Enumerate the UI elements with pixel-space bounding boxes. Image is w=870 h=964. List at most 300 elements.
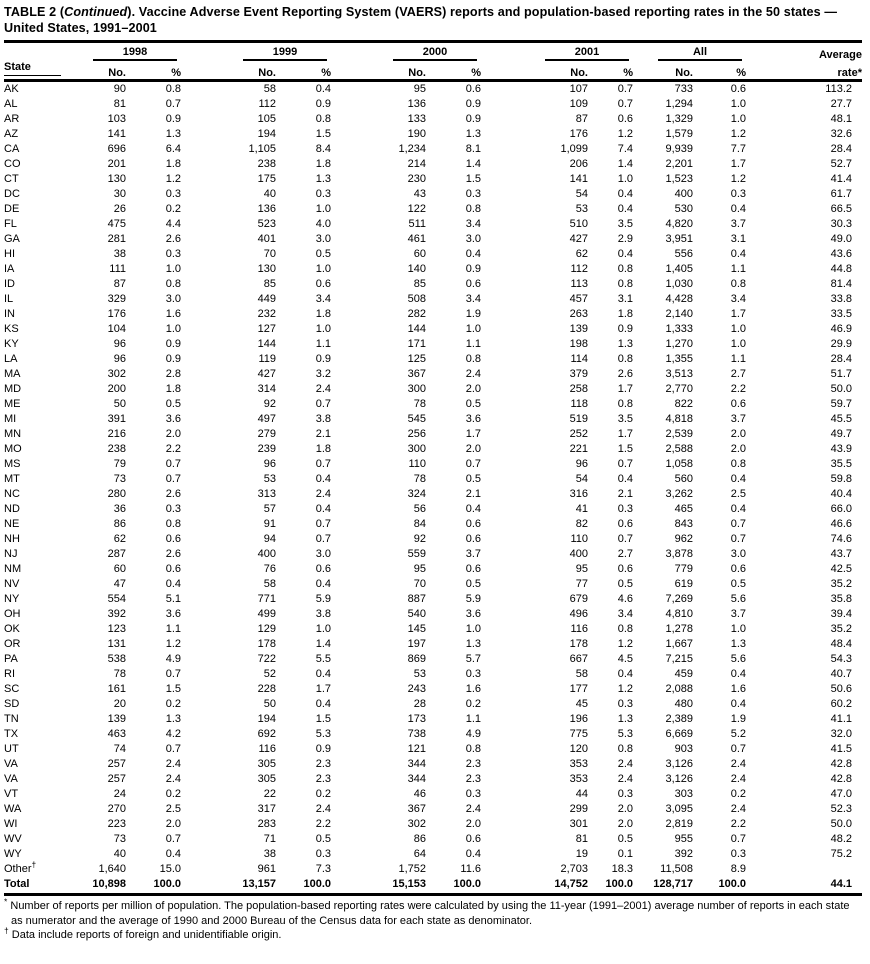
no-cell: 171 <box>407 338 426 350</box>
no-cell: 36 <box>113 503 126 515</box>
no-cell: 1,058 <box>665 458 693 470</box>
no-cell: 141 <box>569 173 588 185</box>
state-cell: HI <box>4 248 15 260</box>
pct-cell: 1.8 <box>617 308 633 320</box>
pct-cell: 0.4 <box>730 698 746 710</box>
no-cell: 194 <box>257 128 276 140</box>
pct-cell: 0.7 <box>617 83 633 95</box>
footnote-other-text: Data include reports of foreign and unidentifiable origin. <box>8 929 282 941</box>
pct-cell: 1.6 <box>465 683 481 695</box>
no-cell: 4,818 <box>665 413 693 425</box>
pct-cell: 4.6 <box>617 593 633 605</box>
pct-cell: 0.4 <box>617 473 633 485</box>
pct-cell: 0.6 <box>730 398 746 410</box>
pct-cell: 100.0 <box>153 878 181 890</box>
no-cell: 400 <box>257 548 276 560</box>
no-cell: 302 <box>107 368 126 380</box>
pct-cell: 0.6 <box>617 563 633 575</box>
pct-cell: 3.0 <box>465 233 481 245</box>
no-cell: 139 <box>107 713 126 725</box>
no-cell: 457 <box>569 293 588 305</box>
pct-cell: 3.7 <box>730 608 746 620</box>
no-cell: 230 <box>407 173 426 185</box>
no-cell: 58 <box>575 668 588 680</box>
no-cell: 4,820 <box>665 218 693 230</box>
pct-cell: 1.2 <box>617 683 633 695</box>
no-cell: 771 <box>257 593 276 605</box>
pct-cell: 0.1 <box>617 848 633 860</box>
no-cell: 887 <box>407 593 426 605</box>
pct-cell: 0.9 <box>315 353 331 365</box>
pct-cell: 1.0 <box>617 173 633 185</box>
year-header-spacer <box>4 44 64 61</box>
table-row <box>4 337 862 352</box>
pct-cell: 2.4 <box>617 773 633 785</box>
state-cell: NV <box>4 578 20 590</box>
no-cell: 256 <box>407 428 426 440</box>
pct-cell: 1.2 <box>730 128 746 140</box>
pct-cell: 1.7 <box>730 308 746 320</box>
no-cell: 961 <box>257 863 276 875</box>
no-cell: 131 <box>107 638 126 650</box>
no-cell: 84 <box>413 518 426 530</box>
pct-cell: 0.8 <box>730 458 746 470</box>
no-cell: 70 <box>263 248 276 260</box>
pct-cell: 7.3 <box>315 863 331 875</box>
table-row <box>4 532 862 547</box>
pct-cell: 3.7 <box>730 413 746 425</box>
no-cell: 73 <box>113 473 126 485</box>
no-cell: 499 <box>257 608 276 620</box>
no-cell: 344 <box>407 758 426 770</box>
state-cell: DC <box>4 188 20 200</box>
no-cell: 401 <box>257 233 276 245</box>
state-cell: AL <box>4 98 18 110</box>
pct-cell: 2.2 <box>730 383 746 395</box>
pct-cell: 2.4 <box>730 758 746 770</box>
pct-cell: 2.4 <box>315 488 331 500</box>
no-cell: 90 <box>113 83 126 95</box>
pct-cell: 2.8 <box>165 368 181 380</box>
no-cell: 43 <box>413 188 426 200</box>
pct-cell: 0.5 <box>465 473 481 485</box>
state-cell: VT <box>4 788 19 800</box>
pct-cell: 3.6 <box>165 413 181 425</box>
no-cell: 40 <box>263 188 276 200</box>
table-title-rest: ). Vaccine Adverse Event Reporting System (VAERS) reports and population-based reporting rates in the 50 states — United States, 1991–2001 <box>4 5 838 35</box>
no-cell: 427 <box>257 368 276 380</box>
no-cell: 869 <box>407 653 426 665</box>
no-cell: 22 <box>263 788 276 800</box>
no-cell: 58 <box>263 578 276 590</box>
pct-cell: 1.3 <box>730 638 746 650</box>
table-row <box>4 847 862 862</box>
pct-cell: 5.5 <box>315 653 331 665</box>
pct-cell: 2.0 <box>165 818 181 830</box>
pct-cell: 18.3 <box>611 863 633 875</box>
pct-cell: 5.2 <box>730 728 746 740</box>
no-cell: 392 <box>674 848 693 860</box>
state-cell: OK <box>4 623 20 635</box>
pct-cell: 1.3 <box>165 128 181 140</box>
pct-cell: 1.2 <box>165 173 181 185</box>
no-cell: 3,878 <box>665 548 693 560</box>
rate-cell: 66.0 <box>830 503 852 515</box>
pct-cell: 0.5 <box>465 398 481 410</box>
no-cell: 139 <box>569 323 588 335</box>
pct-cell: 2.6 <box>165 548 181 560</box>
pct-cell: 1.0 <box>730 98 746 110</box>
pct-cell: 3.6 <box>165 608 181 620</box>
pct-cell: 1.9 <box>465 308 481 320</box>
no-column-header-1998: No. <box>64 61 126 81</box>
pct-cell: 1.0 <box>465 623 481 635</box>
no-cell: 53 <box>263 473 276 485</box>
table-row <box>4 292 862 307</box>
pct-cell: 1.0 <box>315 263 331 275</box>
pct-cell: 1.0 <box>730 323 746 335</box>
no-cell: 136 <box>407 98 426 110</box>
no-cell: 299 <box>569 803 588 815</box>
no-cell: 9,939 <box>665 143 693 155</box>
no-cell: 400 <box>569 548 588 560</box>
pct-cell: 3.0 <box>315 233 331 245</box>
no-cell: 3,513 <box>665 368 693 380</box>
no-cell: 667 <box>569 653 588 665</box>
pct-cell: 2.1 <box>617 488 633 500</box>
rate-cell: 29.9 <box>830 338 852 350</box>
rate-cell: 74.6 <box>830 533 852 545</box>
pct-cell: 0.6 <box>730 563 746 575</box>
no-cell: 77 <box>575 578 588 590</box>
rate-cell: 51.7 <box>830 368 852 380</box>
no-cell: 196 <box>569 713 588 725</box>
state-cell: ID <box>4 278 15 290</box>
pct-cell: 5.1 <box>165 593 181 605</box>
no-cell: 1,667 <box>665 638 693 650</box>
table-row <box>4 832 862 847</box>
pct-cell: 0.4 <box>465 248 481 260</box>
no-cell: 314 <box>257 383 276 395</box>
pct-cell: 0.5 <box>165 398 181 410</box>
pct-cell: 1.5 <box>315 128 331 140</box>
pct-cell: 2.4 <box>617 758 633 770</box>
pct-cell: 3.0 <box>315 548 331 560</box>
average-header-top: Average <box>818 49 862 61</box>
rate-cell: 52.3 <box>830 803 852 815</box>
pct-cell: 1.0 <box>165 323 181 335</box>
rate-cell <box>746 862 862 877</box>
no-cell: 81 <box>575 833 588 845</box>
pct-cell: 0.3 <box>165 188 181 200</box>
pct-cell: 0.6 <box>465 278 481 290</box>
no-cell: 1,030 <box>665 278 693 290</box>
pct-cell: 5.6 <box>730 653 746 665</box>
rate-cell: 32.0 <box>830 728 852 740</box>
rate-cell: 54.3 <box>830 653 852 665</box>
state-cell: WY <box>4 848 22 860</box>
pct-cell: 3.4 <box>465 293 481 305</box>
no-cell: 2,088 <box>665 683 693 695</box>
table-row <box>4 697 862 712</box>
no-cell: 206 <box>569 158 588 170</box>
pct-cell: 5.9 <box>465 593 481 605</box>
column-header-row <box>4 61 862 81</box>
state-cell: GA <box>4 233 20 245</box>
state-cell: MI <box>4 413 17 425</box>
pct-cell: 1.9 <box>730 713 746 725</box>
pct-cell: 1.3 <box>465 128 481 140</box>
pct-cell: 0.7 <box>617 98 633 110</box>
pct-cell: 0.2 <box>465 698 481 710</box>
pct-cell: 1.8 <box>165 383 181 395</box>
pct-cell: 0.3 <box>465 668 481 680</box>
rate-cell: 35.2 <box>830 623 852 635</box>
no-cell: 110 <box>408 458 426 470</box>
pct-cell: 1.0 <box>730 623 746 635</box>
pct-cell: 0.4 <box>465 848 481 860</box>
no-cell: 1,099 <box>560 143 588 155</box>
rate-cell: 42.8 <box>830 773 852 785</box>
pct-cell: 5.9 <box>315 593 331 605</box>
pct-cell: 4.2 <box>165 728 181 740</box>
no-cell: 130 <box>107 173 126 185</box>
no-cell: 95 <box>413 563 426 575</box>
pct-cell: 0.7 <box>465 458 481 470</box>
no-cell: 161 <box>107 683 126 695</box>
pct-cell: 0.3 <box>165 248 181 260</box>
state-cell: MT <box>4 473 20 485</box>
no-cell: 96 <box>263 458 276 470</box>
pct-cell: 0.8 <box>315 113 331 125</box>
pct-cell: 0.2 <box>315 788 331 800</box>
no-cell: 475 <box>107 218 126 230</box>
state-cell: WA <box>4 803 22 815</box>
pct-cell: 15.0 <box>159 863 181 875</box>
no-cell: 128,717 <box>653 878 693 890</box>
year-label-1998: 1998 <box>93 46 177 61</box>
table-row <box>4 202 862 217</box>
state-cell: NJ <box>4 548 18 560</box>
pct-cell: 0.6 <box>465 518 481 530</box>
no-cell: 64 <box>413 848 426 860</box>
rate-cell: 60.2 <box>830 698 852 710</box>
table-title-continued: Continued <box>64 5 128 19</box>
pct-cell: 0.9 <box>465 263 481 275</box>
pct-cell: 0.4 <box>730 203 746 215</box>
no-cell: 3,262 <box>665 488 693 500</box>
rate-cell: 44.8 <box>830 263 852 275</box>
no-cell: 41 <box>575 503 588 515</box>
state-cell: WV <box>4 833 22 845</box>
no-cell: 70 <box>413 578 426 590</box>
pct-cell: 1.1 <box>315 338 331 350</box>
no-cell: 92 <box>263 398 276 410</box>
pct-cell: 0.5 <box>617 578 633 590</box>
no-cell: 38 <box>263 848 276 860</box>
no-cell: 107 <box>569 83 588 95</box>
pct-cell: 1.3 <box>617 713 633 725</box>
no-cell: 519 <box>569 413 588 425</box>
table-row <box>4 802 862 817</box>
no-cell: 50 <box>113 398 126 410</box>
state-cell: NE <box>4 518 20 530</box>
rate-cell: 81.4 <box>830 278 852 290</box>
state-cell: WI <box>4 818 18 830</box>
state-cell: NY <box>4 593 20 605</box>
no-cell: 122 <box>407 203 426 215</box>
no-cell: 144 <box>407 323 426 335</box>
no-cell: 173 <box>407 713 426 725</box>
no-cell: 1,355 <box>665 353 693 365</box>
no-cell: 81 <box>113 98 126 110</box>
rate-cell: 45.5 <box>830 413 852 425</box>
no-cell: 280 <box>107 488 126 500</box>
no-cell: 6,669 <box>665 728 693 740</box>
pct-cell: 0.3 <box>165 503 181 515</box>
pct-cell: 100.0 <box>605 878 633 890</box>
no-cell: 198 <box>569 338 588 350</box>
rate-cell: 35.5 <box>830 458 852 470</box>
pct-cell: 1.4 <box>465 158 481 170</box>
pct-cell: 2.0 <box>165 428 181 440</box>
no-cell: 62 <box>113 533 126 545</box>
no-cell: 243 <box>407 683 426 695</box>
rate-cell: 41.4 <box>830 173 852 185</box>
no-cell: 1,333 <box>665 323 693 335</box>
no-cell: 94 <box>263 533 276 545</box>
no-cell: 545 <box>407 413 426 425</box>
no-cell: 74 <box>113 743 126 755</box>
table-row <box>4 472 862 487</box>
table-row <box>4 81 862 98</box>
pct-cell: 0.5 <box>315 248 331 260</box>
pct-cell: 7.7 <box>730 143 746 155</box>
pct-cell: 2.0 <box>730 443 746 455</box>
table-row <box>4 757 862 772</box>
rate-cell: 39.4 <box>830 608 852 620</box>
no-cell: 54 <box>575 473 588 485</box>
state-cell: TX <box>4 728 19 740</box>
no-cell: 223 <box>107 818 126 830</box>
no-cell: 116 <box>570 623 588 635</box>
pct-cell: 0.3 <box>730 848 746 860</box>
rate-cell: 43.6 <box>830 248 852 260</box>
no-cell: 15,153 <box>392 878 426 890</box>
rate-cell: 50.0 <box>830 818 852 830</box>
no-cell: 140 <box>407 263 426 275</box>
no-cell: 2,703 <box>560 863 588 875</box>
state-cell: ME <box>4 398 21 410</box>
no-cell: 257 <box>107 758 126 770</box>
no-cell: 45 <box>575 698 588 710</box>
no-cell: 1,270 <box>665 338 693 350</box>
no-cell: 313 <box>257 488 276 500</box>
no-cell: 344 <box>407 773 426 785</box>
pct-cell: 0.6 <box>165 533 181 545</box>
year-group-all <box>633 44 746 61</box>
no-cell: 125 <box>407 353 426 365</box>
year-group-1999 <box>181 44 331 61</box>
no-cell: 2,588 <box>665 443 693 455</box>
pct-cell: 0.7 <box>165 473 181 485</box>
state-cell: MO <box>4 443 22 455</box>
pct-cell: 1.6 <box>165 308 181 320</box>
pct-cell: 3.8 <box>315 608 331 620</box>
state-cell: CO <box>4 158 21 170</box>
table-row <box>4 547 862 562</box>
state-cell: MA <box>4 368 21 380</box>
pct-cell: 0.9 <box>315 743 331 755</box>
pct-cell: 0.3 <box>315 848 331 860</box>
no-cell: 145 <box>407 623 426 635</box>
rate-cell: 44.1 <box>830 878 852 890</box>
no-cell: 554 <box>107 593 126 605</box>
table-row <box>4 682 862 697</box>
pct-cell: 4.0 <box>315 218 331 230</box>
rate-cell: 48.2 <box>830 833 852 845</box>
no-cell: 461 <box>407 233 426 245</box>
rate-cell: 42.8 <box>830 758 852 770</box>
asterisk-marker: * <box>4 896 8 907</box>
no-cell: 3,126 <box>665 758 693 770</box>
pct-cell: 0.4 <box>165 848 181 860</box>
pct-cell: 0.7 <box>315 458 331 470</box>
rate-cell: 40.4 <box>830 488 852 500</box>
table-row <box>4 247 862 262</box>
state-cell: NM <box>4 563 22 575</box>
pct-cell: 1.0 <box>315 623 331 635</box>
pct-cell: 4.5 <box>617 653 633 665</box>
no-cell: 367 <box>407 803 426 815</box>
state-column-label: State <box>4 61 61 76</box>
table-title <box>4 5 862 36</box>
no-cell: 119 <box>258 353 276 365</box>
pct-cell: 4.9 <box>165 653 181 665</box>
pct-cell: 0.4 <box>315 698 331 710</box>
no-cell: 46 <box>413 788 426 800</box>
rate-cell: 28.4 <box>830 143 852 155</box>
no-cell: 86 <box>113 518 126 530</box>
table-row <box>4 817 862 832</box>
state-cell: CT <box>4 173 19 185</box>
no-cell: 263 <box>569 308 588 320</box>
no-cell: 1,579 <box>665 128 693 140</box>
no-cell: 110 <box>570 533 588 545</box>
pct-cell: 1.8 <box>315 308 331 320</box>
no-cell: 87 <box>575 113 588 125</box>
pct-cell: 0.9 <box>315 98 331 110</box>
no-cell: 3,095 <box>665 803 693 815</box>
pct-cell: 1.5 <box>617 443 633 455</box>
no-cell: 955 <box>674 833 693 845</box>
no-cell: 54 <box>575 188 588 200</box>
pct-cell: 0.7 <box>730 833 746 845</box>
pct-cell: 2.5 <box>165 803 181 815</box>
no-cell: 2,770 <box>665 383 693 395</box>
no-cell: 392 <box>107 608 126 620</box>
state-cell: IN <box>4 308 15 320</box>
pct-cell: 2.3 <box>465 758 481 770</box>
pct-cell: 2.4 <box>465 803 481 815</box>
pct-cell: 2.0 <box>465 383 481 395</box>
no-cell: 92 <box>413 533 426 545</box>
pct-cell: 1.7 <box>617 383 633 395</box>
no-cell: 104 <box>107 323 126 335</box>
pct-cell: 1.1 <box>465 713 481 725</box>
no-cell: 127 <box>257 323 276 335</box>
state-cell: KY <box>4 338 19 350</box>
